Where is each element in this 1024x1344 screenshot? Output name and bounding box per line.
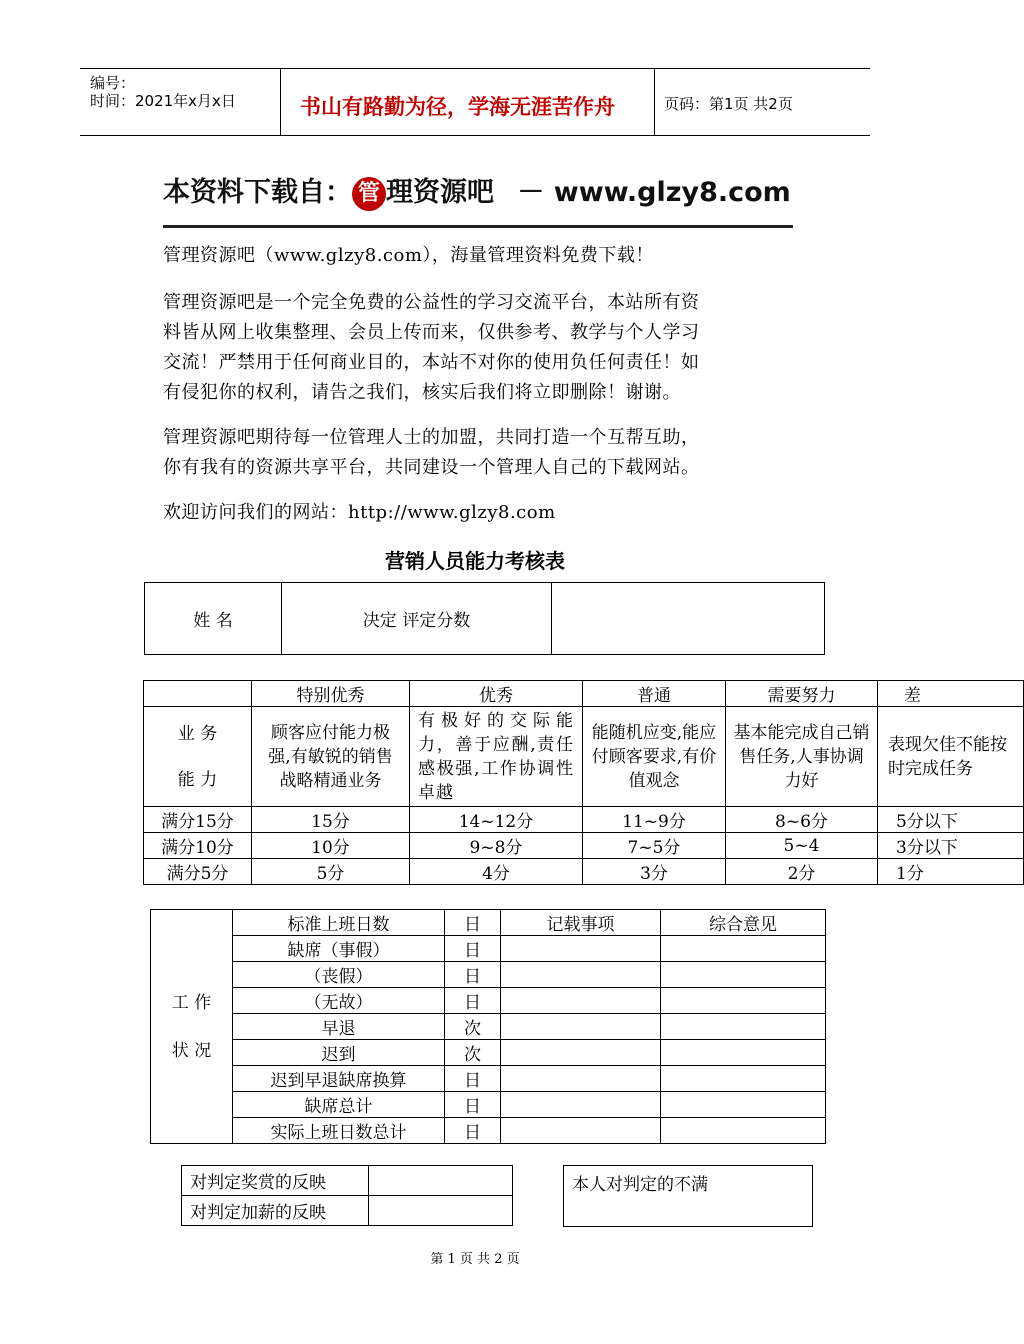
banner-prefix: 本资料下载自：	[163, 177, 352, 208]
reward-feedback-label: 对判定奖赏的反映	[182, 1166, 369, 1196]
opinion-cell[interactable]	[661, 936, 826, 962]
header-divider	[654, 68, 655, 136]
intro-line: 管理资源吧（www.glzy8.com），海量管理资料免费下载！	[163, 245, 654, 266]
raise-feedback-cell[interactable]	[369, 1196, 513, 1226]
banner-url: － www.glzy8.com	[517, 177, 791, 208]
attendance-item: 早退	[233, 1014, 445, 1040]
attendance-unit: 日	[445, 936, 501, 962]
intro-line: 欢迎访问我们的网站：http://www.glzy8.com	[163, 502, 556, 523]
record-cell[interactable]	[501, 1092, 661, 1118]
opinion-cell[interactable]	[661, 1014, 826, 1040]
score-cell: 4分	[410, 859, 583, 885]
score-cell: 3分以下	[878, 833, 1024, 859]
ability-corner-cell	[144, 681, 252, 707]
side-label-line: 状 况	[171, 1040, 212, 1061]
opinion-cell[interactable]	[661, 1118, 826, 1144]
score-row-label: 满分15分	[144, 807, 252, 833]
banner-brand: 理资源吧	[386, 177, 494, 208]
score-row-label: 满分5分	[144, 859, 252, 885]
score-cell: 10分	[252, 833, 410, 859]
attendance-unit: 日	[445, 962, 501, 988]
score-cell: 7~5分	[583, 833, 726, 859]
header-bottom-rule	[80, 135, 870, 136]
raise-feedback-label: 对判定加薪的反映	[182, 1196, 369, 1226]
record-cell[interactable]	[501, 936, 661, 962]
score-cell: 2分	[726, 859, 878, 885]
attendance-unit: 日	[445, 1066, 501, 1092]
grade-description: 顾客应付能力极强,有敏锐的销售战略精通业务	[252, 707, 410, 807]
ability-table	[143, 680, 1024, 885]
opinion-cell[interactable]	[661, 962, 826, 988]
score-cell: 5分	[252, 859, 410, 885]
intro-line: 交流！严禁用于任何商业目的，本站不对你的使用负任何责任！如	[163, 352, 700, 373]
doc-number-label: 编号：	[90, 74, 136, 92]
business-ability-label	[144, 707, 252, 807]
dissatisfaction-label: 本人对判定的不满	[572, 1175, 708, 1195]
attendance-unit: 日	[445, 988, 501, 1014]
score-cell: 9~8分	[410, 833, 583, 859]
attendance-item: 迟到早退缺席换算	[233, 1066, 445, 1092]
attendance-item: 实际上班日数总计	[233, 1118, 445, 1144]
grade-description: 基本能完成自己销售任务,人事协调力好	[726, 707, 878, 807]
header-page-label: 页码：第1页 共2页	[664, 95, 793, 113]
attendance-item: （丧假）	[233, 962, 445, 988]
attendance-item: 标准上班日数	[233, 910, 445, 936]
record-header: 记载事项	[501, 910, 661, 936]
feedback-table	[181, 1165, 513, 1226]
score-cell: 5~4	[726, 833, 878, 859]
work-status-label	[151, 910, 233, 1144]
score-label: 决定 评定分数	[282, 583, 552, 655]
name-label: 姓 名	[145, 583, 282, 655]
name-table	[144, 582, 825, 655]
record-cell[interactable]	[501, 1014, 661, 1040]
grade-description: 有极好的交际能力，善于应酬,责任感极强,工作协调性卓越	[410, 707, 583, 807]
intro-block	[163, 241, 803, 528]
attendance-item: 迟到	[233, 1040, 445, 1066]
doc-time-label: 时间：2021年x月x日	[90, 92, 236, 110]
dissatisfaction-cell[interactable]	[564, 1166, 813, 1227]
intro-line: 料皆从网上收集整理、会员上传而来，仅供参考、教学与个人学习	[163, 322, 700, 343]
attendance-unit: 日	[445, 1092, 501, 1118]
intro-line: 管理资源吧期待每一位管理人士的加盟，共同打造一个互帮互助，	[163, 427, 700, 448]
grade-header: 普通	[583, 681, 726, 707]
score-cell: 5分以下	[878, 807, 1024, 833]
opinion-cell[interactable]	[661, 1092, 826, 1118]
score-cell: 8~6分	[726, 807, 878, 833]
header-motto: 书山有路勤为径，学海无涯苦作舟	[300, 95, 615, 119]
attendance-item: （无故）	[233, 988, 445, 1014]
score-value-cell[interactable]	[552, 583, 825, 655]
score-cell: 15分	[252, 807, 410, 833]
score-cell: 11~9分	[583, 807, 726, 833]
attendance-unit: 日	[445, 910, 501, 936]
opinion-header: 综合意见	[661, 910, 826, 936]
record-cell[interactable]	[501, 1066, 661, 1092]
score-cell: 14~12分	[410, 807, 583, 833]
grade-description: 能随机应变,能应付顾客要求,有价值观念	[583, 707, 726, 807]
opinion-cell[interactable]	[661, 1066, 826, 1092]
record-cell[interactable]	[501, 1118, 661, 1144]
grade-header: 优秀	[410, 681, 583, 707]
reward-feedback-cell[interactable]	[369, 1166, 513, 1196]
attendance-unit: 次	[445, 1014, 501, 1040]
dissatisfaction-table	[563, 1165, 813, 1227]
side-label-line: 工 作	[171, 992, 212, 1013]
intro-line: 你有我有的资源共享平台，共同建设一个管理人自己的下载网站。	[163, 457, 700, 478]
intro-line: 有侵犯你的权利，请告之我们，核实后我们将立即删除！谢谢。	[163, 382, 681, 403]
score-row-label: 满分10分	[144, 833, 252, 859]
grade-header: 需要努力	[726, 681, 878, 707]
record-cell[interactable]	[501, 988, 661, 1014]
row-label-line: 能 力	[177, 769, 218, 790]
page-footer: 第 1 页 共 2 页	[430, 1252, 520, 1267]
grade-header: 差	[878, 681, 1024, 707]
doc-title: 营销人员能力考核表	[385, 549, 565, 573]
banner-rule	[163, 225, 793, 228]
row-label-line: 业 务	[177, 723, 218, 744]
ability-table-wrap	[143, 680, 1007, 885]
header-divider	[280, 68, 281, 136]
grade-header: 特别优秀	[252, 681, 410, 707]
score-cell: 1分	[878, 859, 1024, 885]
score-cell: 3分	[583, 859, 726, 885]
intro-line: 管理资源吧是一个完全免费的公益性的学习交流平台，本站所有资	[163, 292, 700, 313]
opinion-cell[interactable]	[661, 1040, 826, 1066]
attendance-unit: 日	[445, 1118, 501, 1144]
opinion-cell[interactable]	[661, 988, 826, 1014]
work-status-table	[150, 909, 826, 1144]
download-banner	[163, 170, 791, 211]
attendance-unit: 次	[445, 1040, 501, 1066]
attendance-item: 缺席（事假）	[233, 936, 445, 962]
brand-logo-icon: 管	[352, 177, 386, 211]
record-cell[interactable]	[501, 1040, 661, 1066]
record-cell[interactable]	[501, 962, 661, 988]
attendance-item: 缺席总计	[233, 1092, 445, 1118]
header-top-rule	[80, 68, 870, 69]
grade-description: 表现欠佳不能按时完成任务	[878, 707, 1024, 807]
